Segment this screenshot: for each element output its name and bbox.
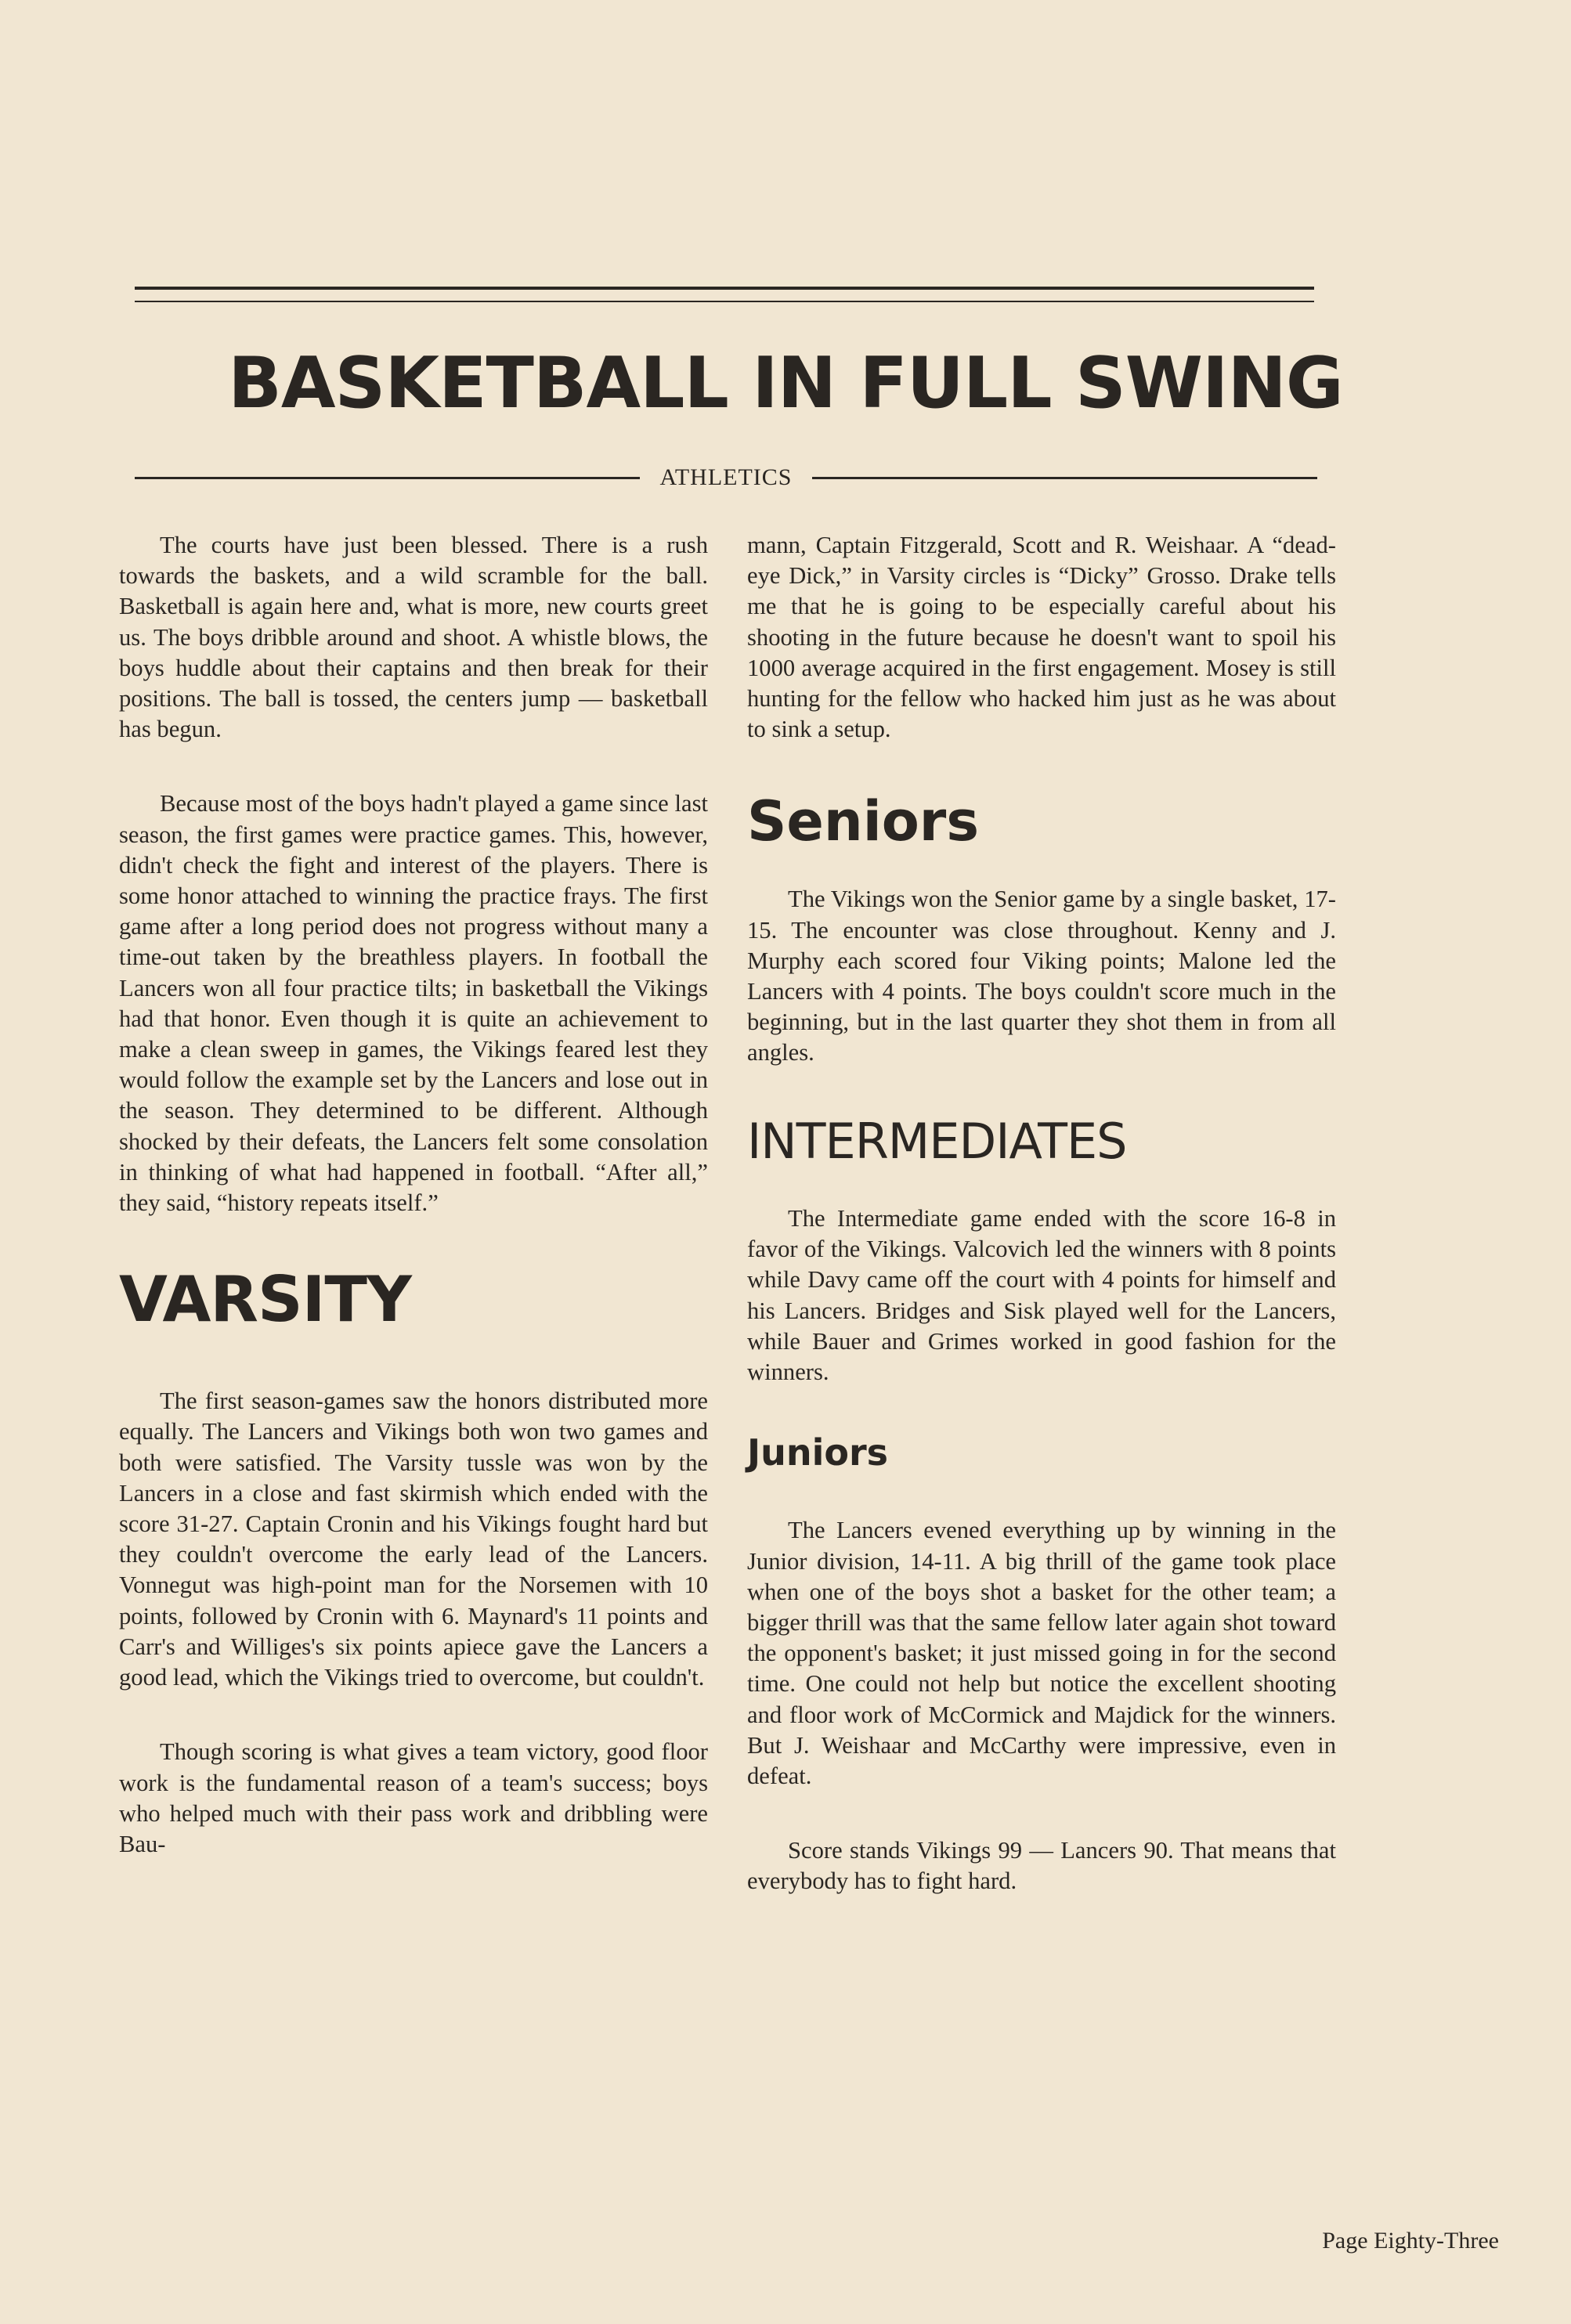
top-rule-thick [135, 287, 1314, 290]
page-title: BASKETBALL IN FULL SWING [228, 342, 1343, 424]
seniors-paragraph: The Vikings won the Senior game by a single basket, 17-15. The encounter was close throughout. Kenny and J. Murphy each scored four Viking points; Malone led the Lancers with 4 points. The boys couldn't score much in the beginning, but in the last quarter they shot them in from all angles. [747, 886, 1336, 1066]
varsity-continuation: mann, Captain Fitzgerald, Scott and R. Weishaar. A “dead-eye Dick,” in Varsity circles is “Dicky” Grosso. Drake tells me that he is going to be especially careful about his shooting in the future because he doesn't want to spoil his 1000 average acquired in the first engagement. Mosey is still hunting for the fellow who hacked him just as he was about to sink a setup. [747, 532, 1336, 743]
section-divider-right-line [812, 477, 1317, 479]
page-number: Page Eighty-Three [1322, 2228, 1499, 2254]
score-paragraph: Score stands Vikings 99 — Lancers 90. That means that everybody has to fight hard. [747, 1837, 1336, 1895]
intermediates-heading: INTERMEDIATES [747, 1112, 1127, 1170]
intro-paragraph-2: Because most of the boys hadn't played a game since last season, the first games were practice games. This, however, didn't check the fight and interest of the players. There is some honor attached to winning the practice frays. The first game after a long period does not progress without many a time-out taken by the breathless players. In football the Lancers won all four practice tilts; in basketball the Vikings had that honor. Even though it is quite an achievement to make a clean sweep in games, the Vikings feared lest they would follow the example set by the Lancers and lose out in the season. They determined to be different. Although shocked by their defeats, the Lancers felt some consolation in thinking of what had happened in football. “After all,” they said, “history repeats itself.” [119, 790, 708, 1217]
juniors-heading: Juniors [747, 1431, 889, 1474]
top-rule-thin [135, 301, 1314, 302]
left-column [119, 530, 708, 1904]
intermediates-paragraph: The Intermediate game ended with the score 16-8 in favor of the Vikings. Valcovich led the winners with 8 points while Davy came off the court with 4 points for himself and his Lancers. Bridges and Sisk played well for the Lancers, while Bauer and Grimes worked in good fashion for the winners. [747, 1205, 1336, 1386]
intro-paragraph-1: The courts have just been blessed. There is a rush towards the baskets, and a wild scramble for the ball. Basketball is again here and, what is more, new courts greet us. The boys dribble around and shoot. A whistle blows, the boys huddle about their captains and then break for their positions. The ball is tossed, the centers jump — basketball has begun. [119, 532, 708, 743]
varsity-paragraph-2: Though scoring is what gives a team victory, good floor work is the fundamental reason of a team's success; boys who helped much with their pass work and dribbling were Bau- [119, 1738, 708, 1857]
varsity-heading: VARSITY [119, 1263, 411, 1337]
section-label: ATHLETICS [659, 464, 793, 490]
juniors-paragraph: The Lancers evened everything up by winning in the Junior division, 14-11. A big thrill of the game took place when one of the boys shot a basket for the other team; a bigger thrill was that the same fellow later again shot toward the opponent's basket; it just missed going in for the second time. One could not help but notice the excellent shooting and floor work of McCormick and Majdick for the winners. But J. Weishaar and McCarthy were impressive, even in defeat. [747, 1517, 1336, 1790]
section-divider [135, 462, 1317, 493]
right-column [747, 530, 1336, 1941]
seniors-heading: Seniors [747, 789, 979, 854]
section-divider-left-line [135, 477, 640, 479]
varsity-paragraph-1: The first season-games saw the honors distributed more equally. The Lancers and Vikings both won two games and both were satisfied. The Varsity tussle was won by the Lancers in a close and fast skirmish which ended with the score 31-27. Captain Cronin and his Vikings fought hard but they couldn't overcome the early lead of the Lancers. Vonnegut was high-point man for the Norsemen with 10 points, followed by Cronin with 6. Maynard's 11 points and Carr's and Williges's six points apiece gave the Lancers a good lead, which the Vikings tried to overcome, but couldn't. [119, 1388, 708, 1691]
